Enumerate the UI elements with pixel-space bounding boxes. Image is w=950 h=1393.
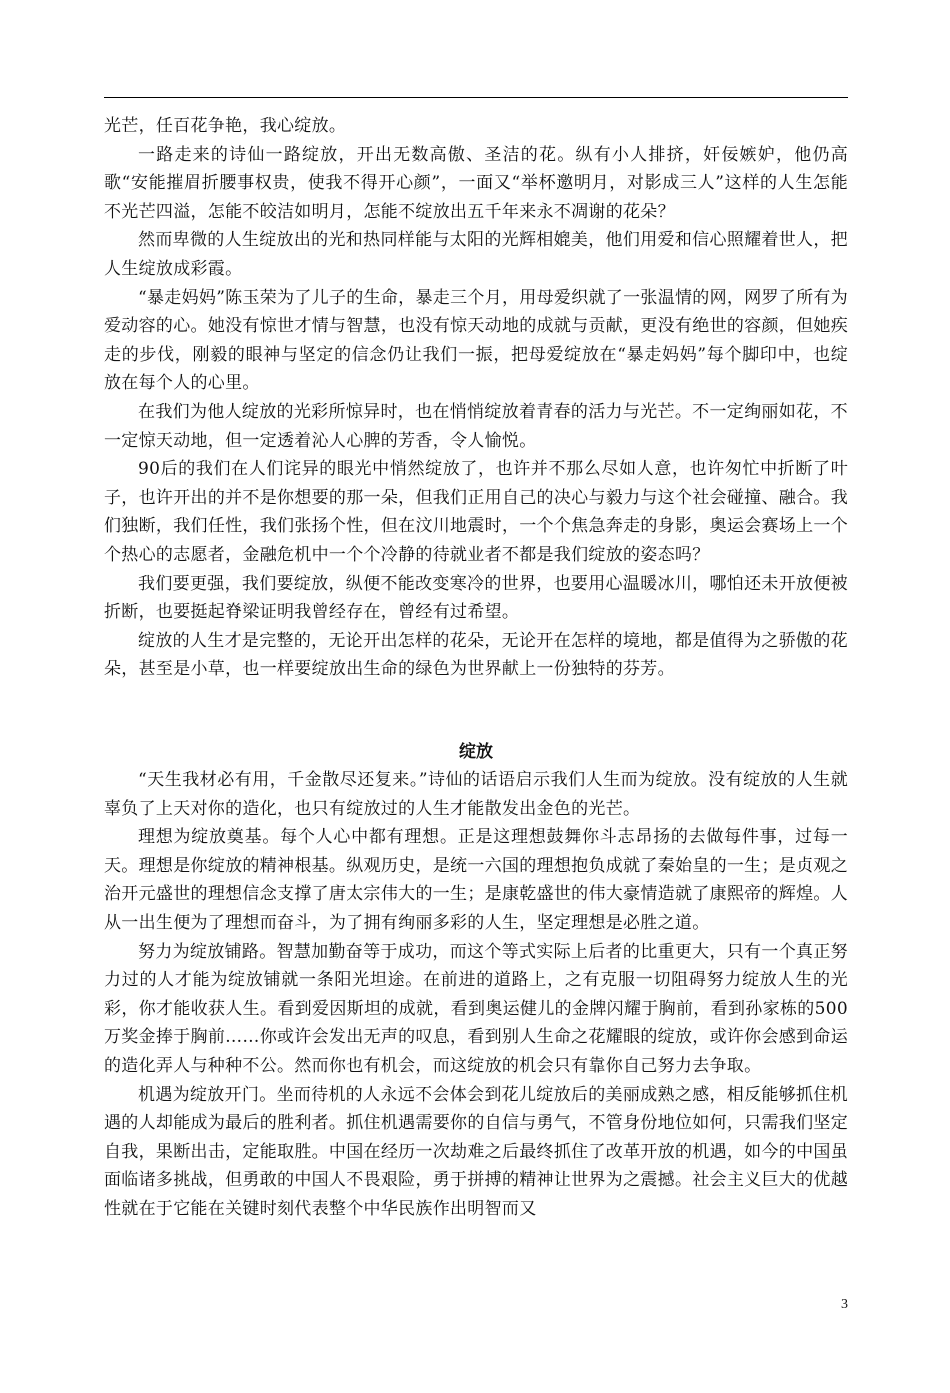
paragraph: 在我们为他人绽放的光彩所惊异时，也在悄悄绽放着青春的活力与光芒。不一定绚丽如花，不一定惊天动地，但一定透着沁人心脾的芳香，令人愉悦。 bbox=[104, 401, 848, 451]
paragraph: 努力为绽放铺路。智慧加勤奋等于成功，而这个等式实际上后者的比重更大，只有一个真正努力过的人才能为绽放铺就一条阳光坦途。在前进的道路上，之有克服一切阻碍努力绽放人生的光彩，你才能收获人生。看到爱因斯坦的成就，看到奥运健儿的金牌闪耀于胸前，看到孙家栋的500万奖金捧于胸前……你或许会发出无声的叹息，看到别人生命之花耀眼的绽放，或许你会感到命运的造化弄人与种种不公。然而你也有机会，而这绽放的机会只有靠你自己努力去争取。 bbox=[104, 941, 848, 1076]
paragraph: 90后的我们在人们诧异的眼光中悄然绽放了，也许并不那么尽如人意，也许匆忙中折断了叶子，也许开出的并不是你想要的那一朵，但我们正用自己的决心与毅力与这个社会碰撞、融合。我们独断，我们任性，我们张扬个性，但在汶川地震时，一个个焦急奔走的身影，奥运会赛场上一个个热心的志愿者，金融危机中一个个冷静的待就业者不都是我们绽放的姿态吗？ bbox=[104, 459, 848, 565]
paragraph: 机遇为绽放开门。坐而待机的人永远不会体会到花儿绽放后的美丽成熟之感，相反能够抓住机遇的人却能成为最后的胜利者。抓住机遇需要你的自信与勇气，不管身份地位如何，只需我们坚定自我，果断出击，定能取胜。中国在经历一次劫难之后最终抓住了改革开放的机遇，如今的中国虽面临诸多挑战，但勇敢的中国人不畏艰险，勇于拼搏的精神让世界为之震撼。社会主义巨大的优越性就在于它能在关键时刻代表整个中华民族作出明智而又 bbox=[104, 1084, 848, 1219]
section-body bbox=[104, 112, 848, 684]
paragraph: 然而卑微的人生绽放出的光和热同样能与太阳的光辉相媲美，他们用爱和信心照耀着世人，把人生绽放成彩霞。 bbox=[104, 230, 848, 279]
paragraph: 我们要更强，我们要绽放，纵便不能改变寒冷的世界，也要用心温暖冰川，哪怕还未开放便被折断，也要挺起脊梁证明我曾经存在，曾经有过希望。 bbox=[104, 573, 848, 623]
essay-body bbox=[104, 766, 848, 1224]
paragraph: 绽放的人生才是完整的，无论开出怎样的花朵，无论开在怎样的境地，都是值得为之骄傲的花朵，甚至是小草，也一样要绽放出生命的绿色为世界献上一份独特的芬芳。 bbox=[104, 630, 848, 680]
paragraph: 一路走来的诗仙一路绽放，开出无数高傲、圣洁的花。纵有小人排挤，奸佞嫉妒，他仍高歌“安能摧眉折腰事权贵，使我不得开心颜”，一面又“举杯邀明月，对影成三人”这样的人生怎能不光芒四溢，怎能不皎洁如明月，怎能不绽放出五千年来永不凋谢的花朵？ bbox=[104, 144, 848, 222]
essay-title: 绽放 bbox=[459, 742, 493, 762]
page-number: 3 bbox=[841, 1297, 848, 1312]
paragraph: “暴走妈妈”陈玉荣为了儿子的生命，暴走三个月，用母爱织就了一张温情的网，网罗了所有为爱动容的心。她没有惊世才情与智慧，也没有惊天动地的成就与贡献，更没有绝世的容颜，但她疾走的步伐，刚毅的眼神与坚定的信念仍让我们一振，把母爱绽放在“暴走妈妈”每个脚印中，也绽放在每个人的心里。 bbox=[104, 287, 848, 394]
paragraph: “天生我材必有用，千金散尽还复来。”诗仙的话语启示我们人生而为绽放。没有绽放的人生就辜负了上天对你的造化，也只有绽放过的人生才能散发出金色的光芒。 bbox=[104, 770, 848, 819]
header-rule bbox=[104, 97, 848, 98]
paragraph: 光芒，任百花争艳，我心绽放。 bbox=[104, 116, 347, 136]
paragraph: 理想为绽放奠基。每个人心中都有理想。正是这理想鼓舞你斗志昂扬的去做每件事，过每一天。理想是你绽放的精神根基。纵观历史，是统一六国的理想抱负成就了秦始皇的一生；是贞观之治开元盛世的理想信念支撑了唐太宗伟大的一生；是康乾盛世的伟大豪情造就了康熙帝的辉煌。人从一出生便为了理想而奋斗，为了拥有绚丽多彩的人生，坚定理想是必胜之道。 bbox=[104, 827, 848, 933]
